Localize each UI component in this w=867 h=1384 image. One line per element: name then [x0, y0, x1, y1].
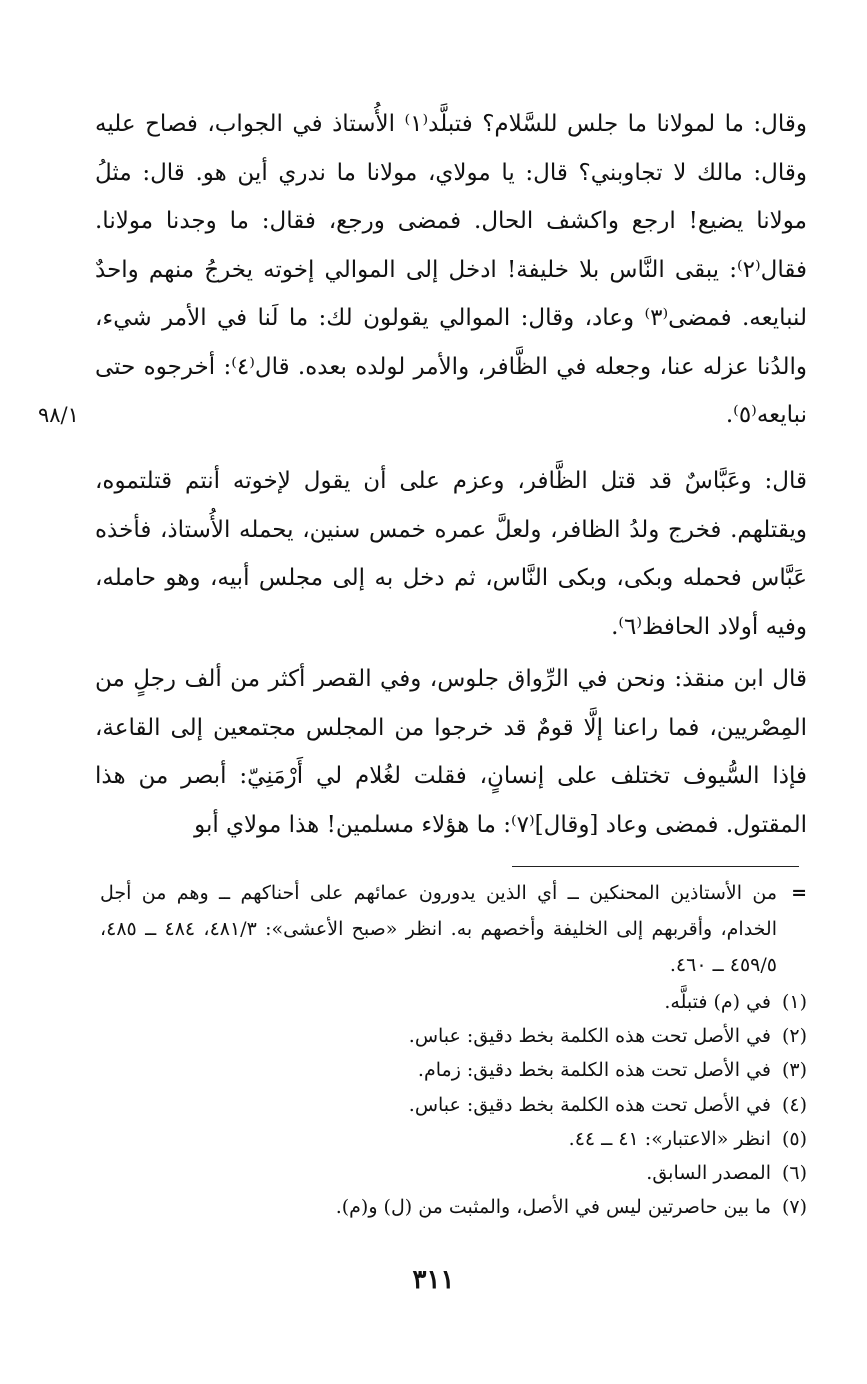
footnote-item [100, 985, 807, 1019]
footnote-number: (٢) [781, 1025, 807, 1048]
footnote-text: انظر «الاعتبار»: ٤١ ــ ٤٤. [568, 1127, 771, 1150]
paragraph-text: قال ابن منقذ: ونحن في الرِّواق جلوس، وفي القصر أكثر من ألف رجلٍ من المِصْريين، فما راعنا إلَّا قومٌ قد خرجوا من المجلس مجتمعين إلى القاعة، فإذا السُّيوف تختلف على إنسانٍ، فقلت لغُلام لي أَرْمَنِيّ: أبصر من هذا المقتول. فمضى وعاد [وقال]⁽٧⁾: ما هؤلاء مسلمين! هذا مولاي أبو [95, 666, 807, 838]
body-paragraph-1 [95, 100, 807, 440]
footnote-item [100, 1088, 807, 1122]
continuation-text: من الأستاذين المحنكين ــ أي الذين يدورون عمائهم على أحناكهم ــ وهم من أجل الخدام، وأقربهم إلى الخليفة وأخصهم به. انظر «صبح الأعشى»: ٤٨١/٣، ٤٨٤ ــ ٤٨٥، ٤٥٩/٥ ــ ٤٦٠. [100, 882, 777, 976]
footnote-number: (١) [781, 991, 807, 1013]
footnote-number: (٧) [781, 1196, 807, 1219]
footnote-text: في (م) فتبلَّه. [664, 991, 771, 1013]
footnote-text: ما بين حاصرتين ليس في الأصل، والمثبت من (ل) و(م). [335, 1196, 771, 1219]
footnote-item [100, 1156, 807, 1190]
footnote-number: (٤) [781, 1093, 807, 1116]
footnote-item [100, 1019, 807, 1053]
footnote-text: في الأصل تحت هذه الكلمة بخط دقيق: عباس. [408, 1093, 771, 1116]
body-paragraph-3 [95, 655, 807, 849]
footnote-number: (٦) [781, 1162, 807, 1185]
footnote-number: (٥) [781, 1127, 807, 1150]
continuation-mark: = [791, 882, 807, 904]
footnote-text: في الأصل تحت هذه الكلمة بخط دقيق: زمام. [417, 1059, 771, 1082]
footnote-item [100, 1053, 807, 1087]
paragraph-text: قال: وعَبَّاسٌ قد قتل الظَّافر، وعزم على أن يقول لإخوته أنتم قتلتموه، ويقتلهم. فخرج ولدُ الظافر، ولعلَّ عمره خمس سنين، يحمله الأُستاذ، فأخذه عَبَّاس فحمله وبكى، وبكى النَّاس، ثم دخل به إلى مجلس أبيه، وهو حامله، وفيه أولاد الحافظ⁽٦⁾. [95, 468, 807, 640]
footnote-list [100, 985, 807, 1224]
footnote-text: المصدر السابق. [646, 1162, 771, 1185]
footnote-separator [512, 866, 799, 867]
footnote-number: (٣) [781, 1059, 807, 1082]
page-number: ٣١١ [412, 1265, 455, 1295]
footnote-text: في الأصل تحت هذه الكلمة بخط دقيق: عباس. [408, 1025, 771, 1048]
footnote-continuation [100, 875, 807, 983]
footnote-item [100, 1122, 807, 1156]
margin-note: ٩٨/١ [38, 403, 79, 427]
footnote-item [100, 1190, 807, 1224]
body-paragraph-2 [95, 457, 807, 651]
paragraph-text: وقال: ما لمولانا ما جلس للسَّلام؟ فتبلَّد⁽١⁾ الأُستاذ في الجواب، فصاح عليه وقال: مالك لا تجاوبني؟ قال: يا مولاي، مولانا ما ندري أين هو. قال: مثلُ مولانا يضيع! ارجع واكشف الحال. فمضى ورجع، فقال: ما وجدنا مولانا. فقال⁽٢⁾: يبقى النَّاس بلا خليفة! ادخل إلى الموالي إخوته يخرجُ منهم واحدٌ لنبايعه. فمضى⁽٣⁾ وعاد، وقال: الموالي يقولون لك: ما لَنا في الأمر شيء، والدُنا عزله عنا، وجعله في الظَّافر، والأمر لولده بعده. قال⁽٤⁾: أخرجوه حتى نبايعه⁽٥⁾. [95, 111, 808, 428]
